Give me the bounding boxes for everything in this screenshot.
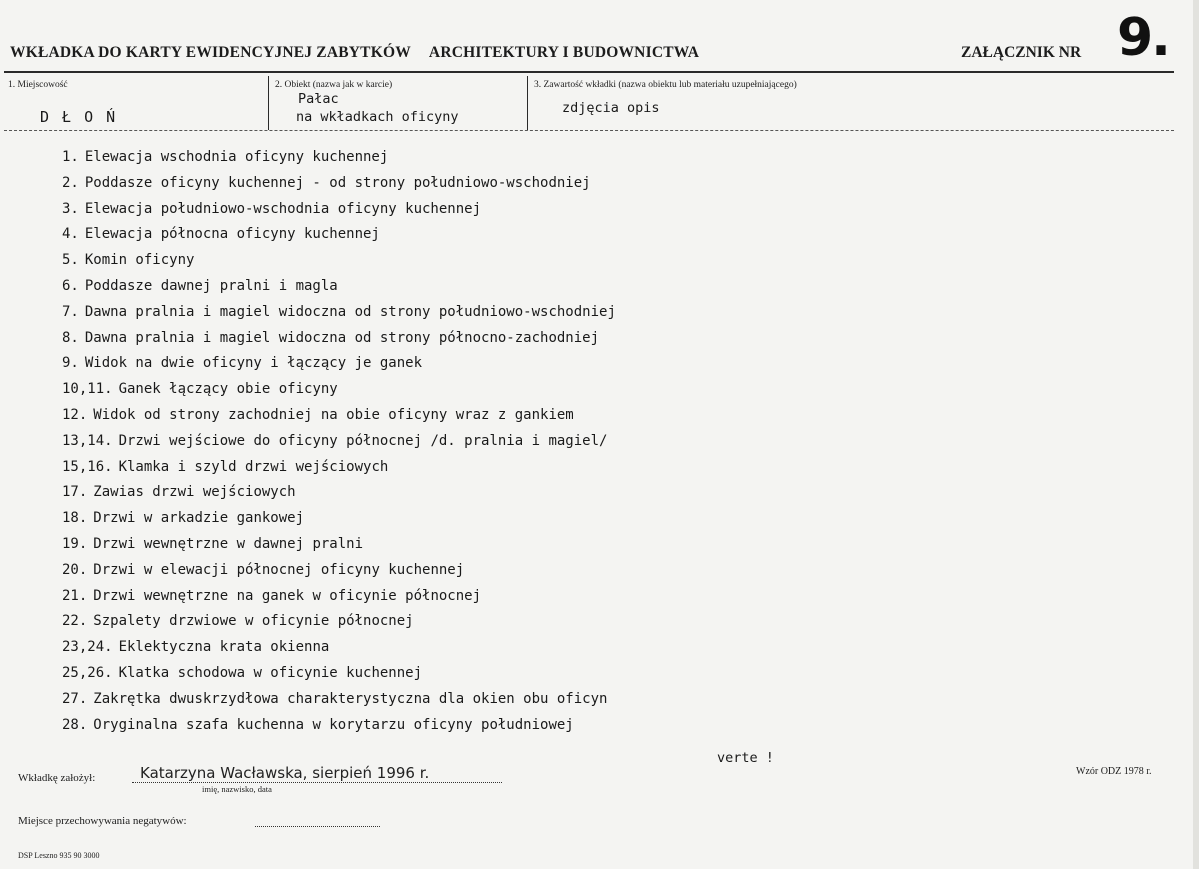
list-item-text: Drzwi w arkadzie gankowej <box>93 510 305 527</box>
list-item <box>62 584 616 610</box>
list-item-text: Ganek łączący obie oficyny <box>118 381 338 398</box>
list-item <box>62 326 616 352</box>
zawartosc-label: 3. Zawartość wkładki (nazwa obiektu lub materiału uzupełniającego) <box>534 80 797 90</box>
miejscowosc-value: D Ł O Ń <box>40 108 118 126</box>
list-item <box>62 609 616 635</box>
form-title <box>10 44 699 62</box>
zalacznik-number: 9. <box>1117 8 1169 68</box>
list-item-text: Oryginalna szafa kuchenna w korytarzu oficyny południowej <box>93 716 574 733</box>
header-rule <box>4 71 1174 73</box>
printer-imprint: DSP Leszno 935 90 3000 <box>18 851 100 860</box>
list-item <box>62 377 616 403</box>
list-item-text: Widok na dwie oficyny i łączący je ganek <box>84 355 423 372</box>
list-item-number: 8. <box>62 329 79 346</box>
list-item <box>62 713 616 739</box>
list-item <box>62 506 616 532</box>
list-item-number: 27. <box>62 690 88 707</box>
card-edge <box>1193 0 1199 869</box>
negatywy-line <box>255 826 380 827</box>
zalozyl-value: Katarzyna Wacławska, sierpień 1996 r. <box>140 764 430 782</box>
list-item-number: 6. <box>62 277 79 294</box>
obiekt-label: 2. Obiekt (nazwa jak w karcie) <box>275 80 393 90</box>
wzor-label: Wzór ODZ 1978 r. <box>1076 766 1152 777</box>
list-item <box>62 274 616 300</box>
negatywy-label: Miejsce przechowywania negatywów: <box>18 815 187 827</box>
list-item-number: 13,14. <box>62 432 113 449</box>
list-item-text: Dawna pralnia i magiel widoczna od strony południowo-wschodniej <box>84 303 616 320</box>
list-item-text: Drzwi wejściowe do oficyny północnej /d. pralnia i magiel/ <box>118 432 608 449</box>
list-item <box>62 300 616 326</box>
list-item-text: Widok od strony zachodniej na obie oficyny wraz z gankiem <box>93 406 574 423</box>
list-item-number: 4. <box>62 226 79 243</box>
list-item-text: Komin oficyny <box>84 252 195 269</box>
obiekt-value-line2: na wkładkach oficyny <box>296 109 459 125</box>
list-item-number: 9. <box>62 355 79 372</box>
obiekt-value-line1: Pałac <box>298 91 339 107</box>
field-divider-2 <box>527 76 528 130</box>
list-item <box>62 171 616 197</box>
list-item-number: 3. <box>62 200 79 217</box>
list-item-number: 15,16. <box>62 458 113 475</box>
list-item <box>62 532 616 558</box>
list-item-text: Dawna pralnia i magiel widoczna od strony północno-zachodniej <box>84 329 600 346</box>
field-divider-1 <box>268 76 269 130</box>
miejscowosc-label: 1. Miejscowość <box>8 80 68 90</box>
list-item <box>62 558 616 584</box>
list-item <box>62 351 616 377</box>
list-item-text: Zawias drzwi wejściowych <box>93 484 296 501</box>
zawartosc-value: zdjęcia opis <box>562 100 660 116</box>
list-item-text: Eklektyczna krata okienna <box>118 639 330 656</box>
list-item-text: Szpalety drzwiowe w oficynie północnej <box>93 613 414 630</box>
zalozyl-label: Wkładkę założył: <box>18 772 96 784</box>
list-item <box>62 248 616 274</box>
zalacznik-label: ZAŁĄCZNIK NR <box>961 44 1082 61</box>
list-item-text: Zakrętka dwuskrzydłowa charakterystyczna dla okien obu oficyn <box>93 690 608 707</box>
list-item-number: 5. <box>62 252 79 269</box>
list-item-text: Klamka i szyld drzwi wejściowych <box>118 458 389 475</box>
list-item <box>62 455 616 481</box>
list-item-text: Elewacja wschodnia oficyny kuchennej <box>84 149 389 165</box>
list-item-text: Drzwi wewnętrzne na ganek w oficynie północnej <box>93 587 482 604</box>
zalozyl-caption: imię, nazwisko, data <box>202 784 272 794</box>
list-item-number: 23,24. <box>62 639 113 656</box>
list-item-number: 17. <box>62 484 88 501</box>
photo-list <box>62 145 616 738</box>
list-item <box>62 480 616 506</box>
list-item-number: 22. <box>62 613 88 630</box>
list-item-number: 12. <box>62 406 88 423</box>
list-item-number: 18. <box>62 510 88 527</box>
list-item <box>62 145 616 171</box>
fields-rule <box>4 130 1174 131</box>
list-item-text: Klatka schodowa w oficynie kuchennej <box>118 664 423 681</box>
list-item-number: 25,26. <box>62 664 113 681</box>
list-item-text: Poddasze dawnej pralni i magla <box>84 277 338 294</box>
zalozyl-line <box>132 782 502 783</box>
list-item-number: 1. <box>62 149 79 165</box>
form-title-part1: WKŁADKA DO KARTY EWIDENCYJNEJ ZABYTKÓW <box>10 44 411 61</box>
list-item <box>62 635 616 661</box>
form-title-part2: ARCHITEKTURY I BUDOWNICTWA <box>428 44 700 61</box>
list-item-number: 2. <box>62 174 79 191</box>
list-item-number: 19. <box>62 535 88 552</box>
list-item-text: Elewacja północna oficyny kuchennej <box>84 226 380 243</box>
verte-note: verte ! <box>717 750 774 766</box>
list-item-number: 7. <box>62 303 79 320</box>
list-item-number: 21. <box>62 587 88 604</box>
list-item-text: Poddasze oficyny kuchennej - od strony południowo-wschodniej <box>84 174 591 191</box>
list-item <box>62 222 616 248</box>
list-item-number: 28. <box>62 716 88 733</box>
list-item <box>62 661 616 687</box>
list-item-text: Elewacja południowo-wschodnia oficyny kuchennej <box>84 200 482 217</box>
list-item-number: 10,11. <box>62 381 113 398</box>
list-item <box>62 403 616 429</box>
list-item <box>62 429 616 455</box>
list-item-text: Drzwi w elewacji północnej oficyny kuchennej <box>93 561 465 578</box>
list-item <box>62 197 616 223</box>
list-item <box>62 687 616 713</box>
list-item-text: Drzwi wewnętrzne w dawnej pralni <box>93 535 364 552</box>
list-item-number: 20. <box>62 561 88 578</box>
